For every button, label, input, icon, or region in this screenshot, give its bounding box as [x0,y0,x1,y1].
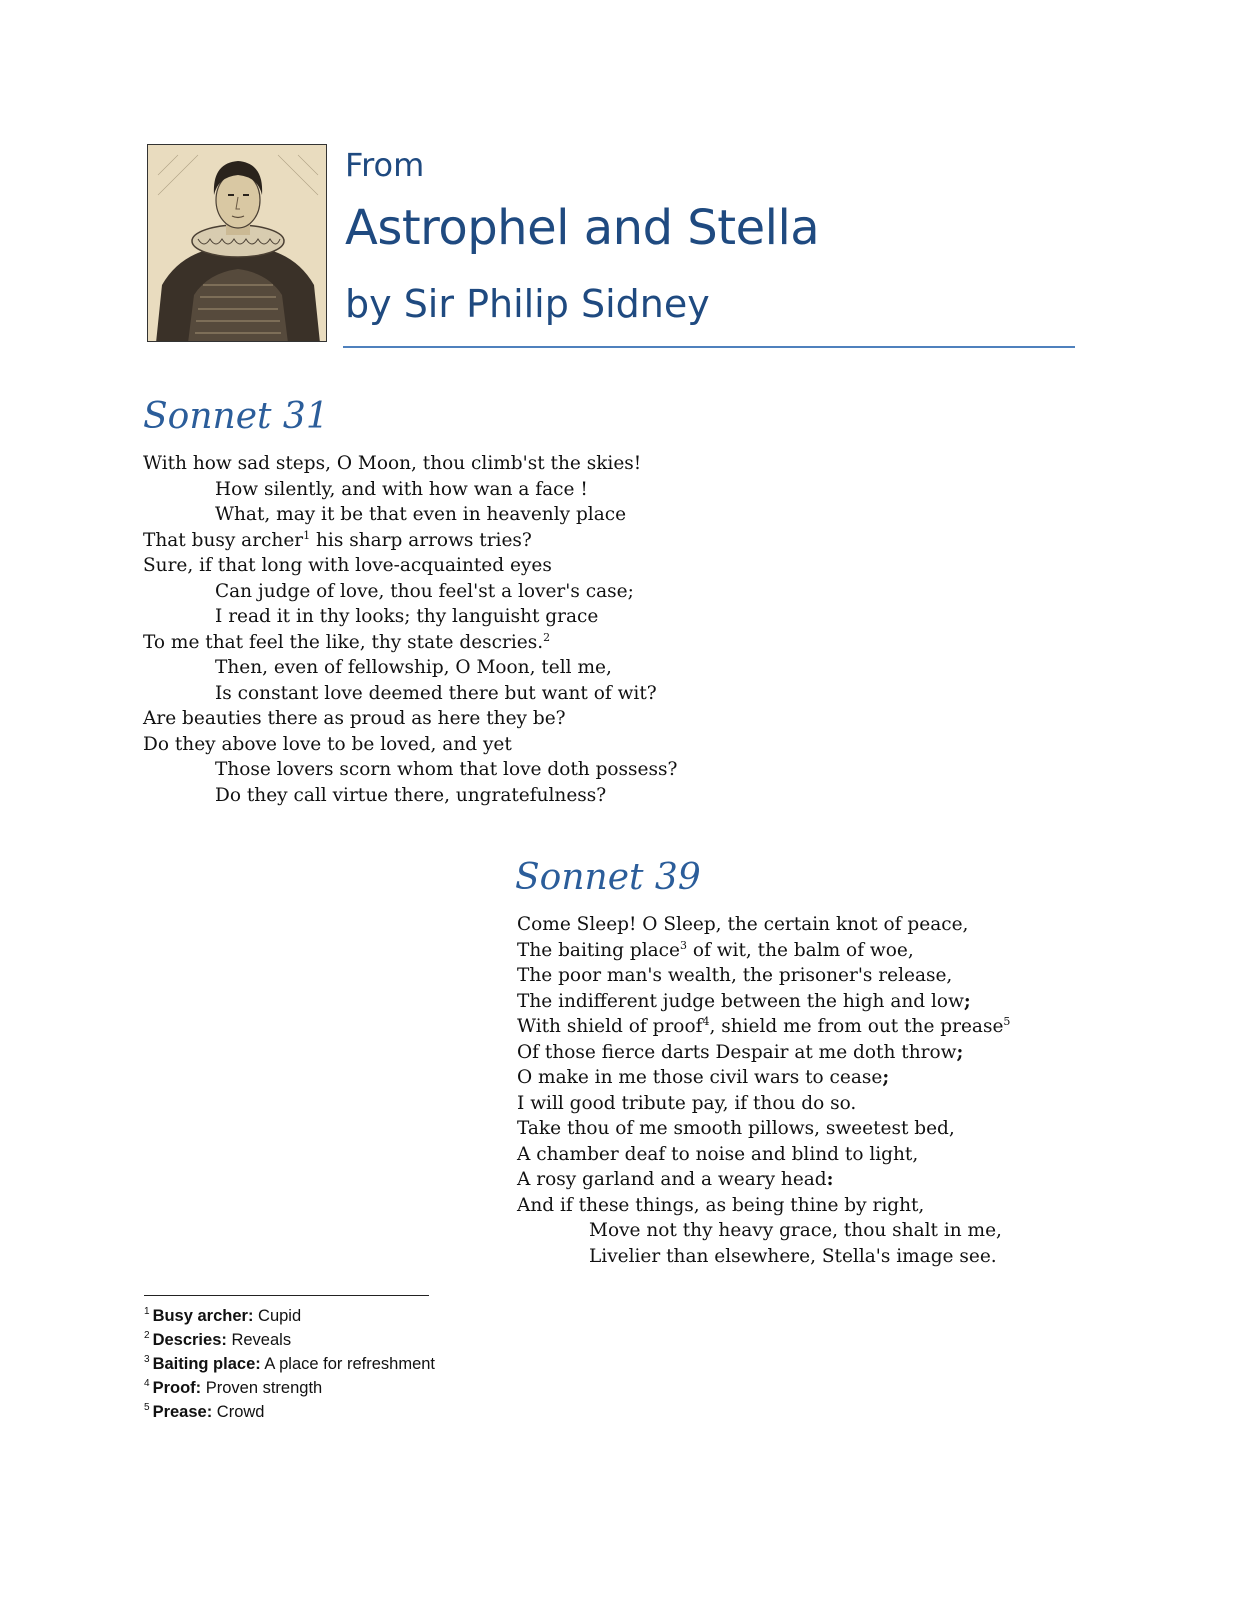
line-text: A rosy garland and a weary head [517,1169,827,1190]
footnote-definition: A place for refreshment [260,1355,436,1373]
line-text: of wit, the balm of woe, [686,939,914,961]
poem-line: I will good tribute pay, if thou do so. [517,1092,857,1114]
punctuation: ; [882,1067,890,1088]
punctuation: ; [956,1041,964,1063]
poem-line: Can judge of love, thou feel'st a lover's case; [215,580,634,602]
line-text: To me that feel the like, thy state descries. [143,631,544,653]
document-title: Astrophel and Stella [345,200,820,256]
sonnet-31-text [143,451,677,808]
poem-line [517,1065,1010,1091]
sonnet-39-title: Sonnet 39 [515,857,701,898]
poem-line: The poor man's wealth, the prisoner's release, [517,965,953,986]
footnote-definition: Reveals [226,1331,292,1349]
footnote-ref[interactable]: 4 [702,1015,710,1028]
poem-line [517,989,1010,1015]
footnote-item [144,1328,435,1352]
poem-line: And if these things, as being thine by right, [517,1194,925,1216]
line-text: That busy archer [143,529,304,551]
poem-line: I read it in thy looks; thy languisht grace [215,606,599,627]
poem-line: With how sad steps, O Moon, thou climb'st the skies! [143,453,642,474]
sonnet-39-text [517,912,1010,1269]
poem-line: Come Sleep! O Sleep, the certain knot of peace, [517,914,969,935]
poem-line [143,528,677,554]
footnote-term: Descries: [152,1331,227,1349]
poem-line: Do they call virtue there, ungratefulness? [215,784,607,806]
line-text: With shield of proof [517,1016,703,1037]
line-text: , shield me from out the prease [709,1016,1004,1037]
poem-line [517,1014,1010,1040]
footnote-number: 2 [144,1330,150,1341]
poem-line: How silently, and with how wan a face ! [215,478,588,500]
footnote-item [144,1376,435,1400]
footnote-term: Prease: [152,1403,213,1421]
footnotes [144,1304,435,1424]
footnote-term: Proof: [152,1379,202,1397]
poem-line: What, may it be that even in heavenly place [215,504,627,525]
footnote-definition: Proven strength [201,1379,323,1397]
footnote-item [144,1400,435,1424]
footnote-number: 1 [144,1306,150,1317]
poem-line: Are beauties there as proud as here they be? [143,708,566,729]
footnote-definition: Crowd [212,1403,265,1421]
poem-line: Then, even of fellowship, O Moon, tell me, [215,657,612,678]
portrait-image [147,144,327,342]
poem-line: Livelier than elsewhere, Stella's image see. [589,1245,997,1267]
footnote-term: Baiting place: [152,1355,261,1373]
footnote-item [144,1304,435,1328]
poem-line: Move not thy heavy grace, thou shalt in me, [589,1220,1002,1241]
line-text: Of those fierce darts Despair at me doth throw [517,1041,957,1063]
footnote-term: Busy archer: [152,1307,254,1325]
line-text: O make in me those civil wars to cease [517,1067,883,1088]
footnote-separator [144,1295,429,1296]
poem-line: Do they above love to be loved, and yet [143,733,512,755]
footnote-ref[interactable]: 1 [303,528,311,542]
line-text: his sharp arrows tries? [310,529,532,551]
line-text: The baiting place [517,939,680,961]
punctuation: ; [963,990,971,1012]
footnote-item [144,1352,435,1376]
poem-line: Those lovers scorn whom that love doth possess? [215,759,678,780]
poem-line: A chamber deaf to noise and blind to light, [517,1143,919,1165]
footnote-definition: Cupid [253,1307,302,1325]
footnote-number: 3 [144,1354,150,1365]
heading-from: From [345,146,425,184]
footnote-ref[interactable]: 5 [1003,1015,1011,1028]
poem-line: Sure, if that long with love-acquainted eyes [143,555,552,576]
poem-line: Take thou of me smooth pillows, sweetest bed, [517,1118,955,1139]
punctuation: : [826,1169,834,1190]
footnote-ref[interactable]: 2 [543,630,551,644]
poem-line [143,630,677,656]
sonnet-31-title: Sonnet 31 [143,396,329,437]
poem-line [517,1040,1010,1066]
header-divider [343,346,1075,348]
footnote-ref[interactable]: 3 [679,938,687,952]
poem-line [517,938,1010,964]
footnote-number: 5 [144,1402,150,1413]
author-byline: by Sir Philip Sidney [345,282,710,326]
footnote-number: 4 [144,1378,150,1389]
poem-line: Is constant love deemed there but want of wit? [215,682,657,704]
line-text: The indifferent judge between the high and low [517,990,964,1012]
poem-line [517,1167,1010,1193]
